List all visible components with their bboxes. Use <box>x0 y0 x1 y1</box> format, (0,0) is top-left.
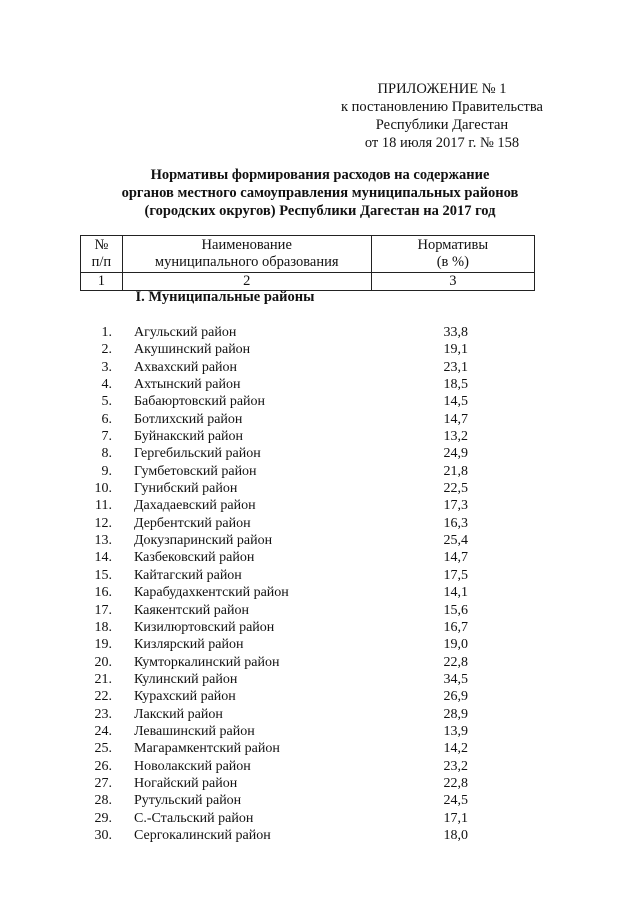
row-number: 6. <box>101 411 112 427</box>
row-number: 11. <box>95 498 112 514</box>
row-number: 16. <box>94 585 112 601</box>
header-name-label: Наименование <box>201 237 292 253</box>
table-row <box>0 445 640 462</box>
row-number: 29. <box>94 810 112 826</box>
table-row <box>0 758 640 775</box>
title-line-1: Нормативы формирования расходов на содержание <box>150 167 490 183</box>
table-row <box>0 532 640 549</box>
row-number: 18. <box>94 619 112 635</box>
table-row <box>0 810 640 827</box>
row-norm-value: 16,7 <box>443 619 468 635</box>
row-norm-value: 26,9 <box>443 689 468 705</box>
row-norm-value: 14,7 <box>443 411 468 427</box>
table-row <box>0 393 640 410</box>
row-district-name: Лакский район <box>134 706 223 722</box>
appendix-block <box>302 80 582 152</box>
appendix-label: ПРИЛОЖЕНИЕ № 1 <box>377 81 507 97</box>
table-row <box>0 549 640 566</box>
row-number: 2. <box>101 342 112 358</box>
header-number-sublabel: п/п <box>91 254 112 270</box>
row-norm-value: 16,3 <box>443 515 468 531</box>
row-district-name: Бабаюртовский район <box>134 394 266 410</box>
row-number: 27. <box>94 775 112 791</box>
row-number: 7. <box>101 429 112 445</box>
row-norm-value: 13,2 <box>443 429 468 445</box>
column-number-3: 3 <box>371 273 534 291</box>
section-title: I. Муниципальные районы <box>135 289 315 305</box>
appendix-date-line: от 18 июля 2017 г. № 158 <box>364 135 520 151</box>
table-row <box>0 497 640 514</box>
header-norm-label: Нормативы <box>417 237 489 253</box>
row-number: 19. <box>94 637 112 653</box>
row-district-name: Рутульский район <box>134 793 242 809</box>
row-number: 28. <box>94 793 112 809</box>
column-number-row <box>81 273 535 291</box>
district-list <box>0 324 640 844</box>
table-row <box>0 515 640 532</box>
row-district-name: Дахадаевский район <box>134 498 256 514</box>
header-name-sublabel: муниципального образования <box>154 254 339 270</box>
row-district-name: Кулинский район <box>134 671 238 687</box>
row-number: 8. <box>101 446 112 462</box>
row-number: 5. <box>101 394 112 410</box>
row-district-name: Дербентский район <box>134 515 251 531</box>
title-line-2: органов местного самоуправления муниципальных районов <box>121 185 519 201</box>
table-row <box>0 827 640 844</box>
table-row <box>0 671 640 688</box>
row-norm-value: 14,5 <box>443 394 468 410</box>
header-cell-name <box>122 236 371 273</box>
row-number: 23. <box>94 706 112 722</box>
row-district-name: Докузпаринский район <box>134 533 273 549</box>
row-district-name: Новолакский район <box>134 758 251 774</box>
table-row <box>0 411 640 428</box>
row-norm-value: 22,8 <box>443 775 468 791</box>
row-district-name: Акушинский район <box>134 342 251 358</box>
row-norm-value: 22,8 <box>443 654 468 670</box>
row-district-name: Каякентский район <box>134 602 249 618</box>
row-district-name: Агульский район <box>134 325 237 340</box>
row-norm-value: 22,5 <box>443 481 468 497</box>
header-number-label: № <box>94 237 109 253</box>
row-district-name: Ахтынский район <box>134 377 241 393</box>
row-norm-value: 15,6 <box>443 602 468 618</box>
row-district-name: Ботлихский район <box>134 411 243 427</box>
row-norm-value: 18,0 <box>443 827 468 843</box>
row-number: 20. <box>94 654 112 670</box>
table-row <box>0 723 640 740</box>
row-norm-value: 33,8 <box>443 325 468 340</box>
table-row <box>0 688 640 705</box>
row-norm-value: 14,2 <box>443 741 468 757</box>
title-line-3: (городских округов) Республики Дагестан на 2017 год <box>144 203 496 219</box>
row-norm-value: 14,7 <box>443 550 468 566</box>
table-row <box>0 619 640 636</box>
table-row <box>0 636 640 653</box>
row-norm-value: 23,2 <box>443 758 468 774</box>
table-header <box>80 235 535 291</box>
document-title <box>100 166 540 220</box>
row-number: 14. <box>94 550 112 566</box>
row-norm-value: 21,8 <box>443 463 468 479</box>
appendix-republic-line: Республики Дагестан <box>375 117 509 133</box>
row-district-name: Кизлярский район <box>134 637 244 653</box>
row-norm-value: 17,5 <box>443 567 468 583</box>
row-district-name: Левашинский район <box>134 723 255 739</box>
table-row <box>0 706 640 723</box>
row-number: 9. <box>101 463 112 479</box>
row-district-name: Сергокалинский район <box>134 827 271 843</box>
table-row <box>0 584 640 601</box>
row-number: 25. <box>94 741 112 757</box>
row-norm-value: 14,1 <box>443 585 468 601</box>
row-district-name: Кайтагский район <box>134 567 242 583</box>
row-district-name: Буйнакский район <box>134 429 244 445</box>
row-number: 21. <box>94 671 112 687</box>
table-row <box>0 792 640 809</box>
row-norm-value: 19,0 <box>443 637 468 653</box>
row-norm-value: 17,3 <box>443 498 468 514</box>
table-row <box>0 324 640 341</box>
row-number: 12. <box>94 515 112 531</box>
row-norm-value: 24,5 <box>443 793 468 809</box>
row-norm-value: 18,5 <box>443 377 468 393</box>
table-row <box>0 359 640 376</box>
row-number: 22. <box>94 689 112 705</box>
header-cell-norm <box>371 236 534 273</box>
row-number: 3. <box>101 359 112 375</box>
row-number: 4. <box>101 377 112 393</box>
row-number: 30. <box>94 827 112 843</box>
row-number: 10. <box>94 481 112 497</box>
row-norm-value: 23,1 <box>443 359 468 375</box>
row-district-name: Курахский район <box>134 689 236 705</box>
header-row <box>81 236 535 273</box>
row-norm-value: 34,5 <box>443 671 468 687</box>
row-district-name: Ногайский район <box>134 775 238 791</box>
table-row <box>0 428 640 445</box>
row-number: 15. <box>94 567 112 583</box>
row-norm-value: 13,9 <box>443 723 468 739</box>
header-norm-sublabel: (в %) <box>436 254 469 270</box>
row-district-name: Ахвахский район <box>134 359 238 375</box>
row-number: 1. <box>101 325 112 340</box>
row-district-name: Кизилюртовский район <box>134 619 275 635</box>
table-row <box>0 654 640 671</box>
row-number: 13. <box>94 533 112 549</box>
table-row <box>0 376 640 393</box>
column-number-2: 2 <box>122 273 371 291</box>
row-number: 17. <box>94 602 112 618</box>
row-norm-value: 19,1 <box>443 342 468 358</box>
table-row <box>0 341 640 358</box>
appendix-decree-line: к постановлению Правительства <box>341 99 543 115</box>
table-row <box>0 602 640 619</box>
row-norm-value: 25,4 <box>443 533 468 549</box>
table-row <box>0 740 640 757</box>
header-cell-number <box>81 236 123 273</box>
row-norm-value: 24,9 <box>443 446 468 462</box>
row-number: 24. <box>94 723 112 739</box>
row-district-name: Казбековский район <box>134 550 255 566</box>
table-row <box>0 567 640 584</box>
table-row <box>0 463 640 480</box>
table-row <box>0 480 640 497</box>
row-district-name: Карабудахкентский район <box>134 585 289 601</box>
table-row <box>0 775 640 792</box>
column-number-1: 1 <box>81 273 123 291</box>
row-norm-value: 28,9 <box>443 706 468 722</box>
row-district-name: С.-Стальский район <box>134 810 254 826</box>
row-number: 26. <box>94 758 112 774</box>
row-district-name: Магарамкентский район <box>134 741 280 757</box>
row-district-name: Гергебильский район <box>134 446 261 462</box>
row-district-name: Гумбетовский район <box>134 463 257 479</box>
row-district-name: Кумторкалинский район <box>134 654 280 670</box>
row-norm-value: 17,1 <box>443 810 468 826</box>
row-district-name: Гунибский район <box>134 481 238 497</box>
